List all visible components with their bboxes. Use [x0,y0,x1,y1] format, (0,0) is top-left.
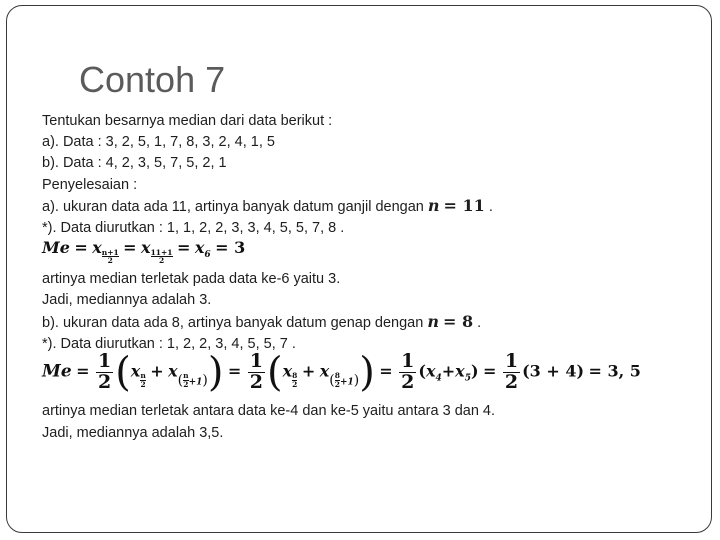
sub-numerator: n [183,371,189,381]
me-symbol: Me [42,361,72,382]
n-symbol: n [427,196,440,215]
x-symbol: x [319,361,330,381]
step-a-size [42,197,493,216]
step-a-size-text: a). ukuran data ada 11, artinya banyak datum ganjil dengan [42,199,424,215]
numerator: 1 [504,350,519,372]
equals: = [379,361,393,381]
right-paren: ) [207,349,224,396]
sub-denominator: 2 [334,379,340,389]
sorted-data-b: *). Data diurutkan : 1, 2, 2, 3, 4, 5, 5, 7 . [42,336,296,352]
plus-one: +1 [188,377,203,388]
sub-numerator: 8 [334,371,340,381]
subscript-fraction [140,372,145,388]
denominator: 2 [97,370,112,393]
plus: + [301,361,316,381]
subscript: 4 [435,373,442,384]
conclusion-b: Jadi, mediannya adalah 3,5. [42,425,224,441]
half-fraction [503,352,520,393]
numerator: 1 [249,350,264,372]
median-position-b: artinya median terletak antara data ke-4 dan ke-5 yaitu antara 3 dan 4. [42,403,496,419]
half-fraction [96,352,113,393]
sub-denominator: 2 [292,379,298,389]
sorted-data-a: *). Data diurutkan : 1, 1, 2, 2, 3, 3, 4, 5, 5, 7, 8 . [42,220,345,236]
sub-denominator: 2 [183,379,189,389]
x-symbol: x [130,361,141,381]
period: . [477,315,482,331]
equals: = [123,238,137,257]
denominator: 2 [401,370,415,393]
me-symbol: Me [42,238,70,257]
x-symbol: x [168,361,178,381]
paren-close: ) [470,361,479,381]
denominator: 2 [504,370,519,393]
plus: + [150,361,164,381]
result-a: = 3 [215,238,246,257]
step-b-size [42,313,481,332]
sub-denominator: 2 [140,379,146,389]
solution-heading: Penyelesaian : [42,177,138,193]
n-symbol: n [427,312,439,331]
x-symbol: x [141,238,151,257]
equals: = [76,361,90,381]
period: . [488,199,493,215]
equals: = [74,238,88,257]
subscript-fraction [151,249,173,265]
equals: = [483,361,497,381]
sub-denominator: 2 [107,256,113,265]
step-b-size-text: b). ukuran data ada 8, artinya banyak datum genap dengan [42,315,424,331]
right-paren: ) [359,349,375,396]
sub-denominator: 2 [158,256,165,265]
sub-paren: ( [177,372,184,389]
x-symbol: x [425,361,436,381]
numerator: 1 [401,350,415,372]
sub-numerator: 8 [292,371,298,381]
x-symbol: x [455,361,465,381]
sub-paren: ) [353,372,360,389]
left-paren: ( [115,349,131,396]
result-b: = 3, 5 [588,361,641,381]
x-symbol: x [194,238,205,257]
data-b: b). Data : 4, 2, 3, 5, 7, 5, 2, 1 [42,155,227,171]
equals: = [176,238,191,257]
data-a: a). Data : 3, 2, 5, 1, 7, 8, 3, 2, 4, 1, 5 [42,134,275,150]
sub-numerator: n+1 [101,247,119,257]
sub-numerator: n [140,371,146,381]
plus-one: +1 [339,377,354,388]
denominator: 2 [249,370,264,393]
n-value: = 11 [443,196,485,215]
left-paren: ( [267,349,283,396]
conclusion-a: Jadi, mediannya adalah 3. [42,292,212,308]
half-fraction [399,352,416,393]
half-fraction [248,352,265,393]
median-formula-b [42,349,641,396]
numerator: 1 [97,350,112,372]
subscript: 5 [464,373,471,384]
x-symbol: x [92,238,102,257]
plus: + [441,361,456,381]
slide-title: Contoh 7 [79,59,226,100]
median-formula-a [42,238,245,265]
sub-numerator: 11+1 [150,247,173,257]
equals: = [227,361,242,381]
x-symbol: x [282,361,293,381]
median-position-a: artinya median terletak pada data ke-6 yaitu 3. [42,271,341,287]
subscript-fraction [292,372,297,388]
sub-paren: ( [329,372,335,389]
paren-open: ( [418,361,426,381]
sub-paren: ) [202,372,208,389]
n-value: = 8 [443,312,474,331]
subscript-fraction [102,249,119,265]
subscript: 6 [204,250,211,260]
final-expression: (3 + 4) [522,361,585,381]
question-text: Tentukan besarnya median dari data berikut : [42,113,333,129]
